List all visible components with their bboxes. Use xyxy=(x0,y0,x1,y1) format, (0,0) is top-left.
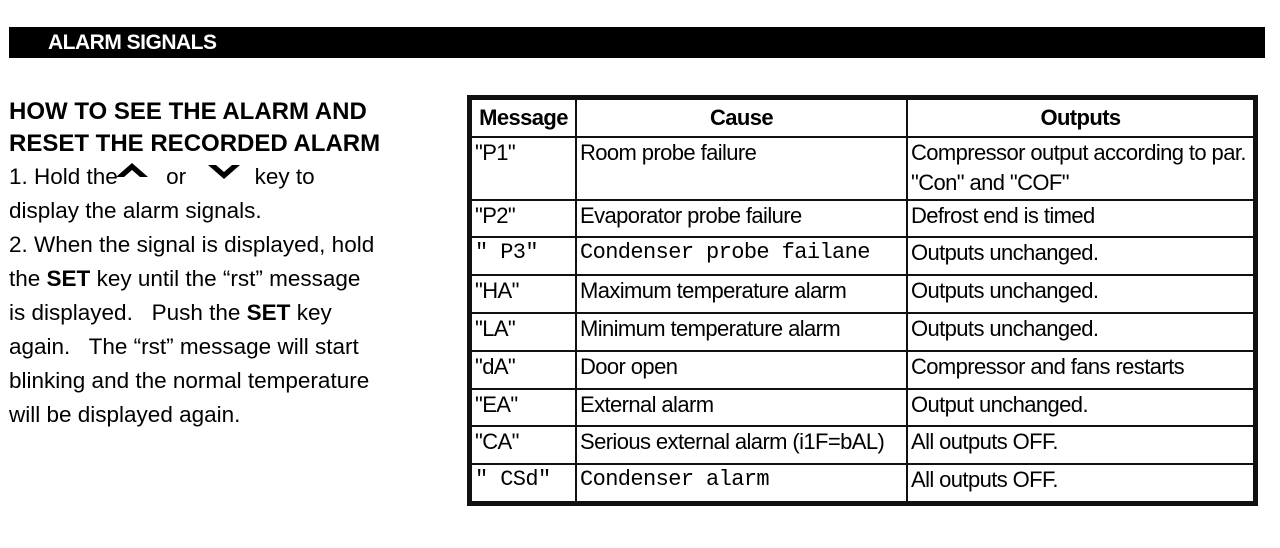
cause-cell: Condenser alarm xyxy=(576,464,907,502)
message-cell: "CA" xyxy=(471,426,576,464)
cause-cell: Condenser probe failane xyxy=(576,237,907,275)
table-row xyxy=(471,426,1254,464)
table-row xyxy=(471,313,1254,351)
step1-line1 xyxy=(9,160,449,194)
step2-the: the xyxy=(9,266,41,291)
cause-cell: Room probe failure xyxy=(576,137,907,199)
step2-line3 xyxy=(9,296,449,330)
message-cell: "HA" xyxy=(471,275,576,313)
outputs-line1: Compressor output according to par. xyxy=(911,140,1246,166)
outputs-cell: Outputs unchanged. xyxy=(907,237,1254,275)
step2-line2 xyxy=(9,262,449,296)
set-key-label: SET xyxy=(46,266,91,291)
outputs-cell: Outputs unchanged. xyxy=(907,275,1254,313)
outputs-cell: All outputs OFF. xyxy=(907,464,1254,502)
instructions-heading-line1: HOW TO SEE THE ALARM AND xyxy=(9,98,367,125)
message-cell: "P2" xyxy=(471,200,576,238)
column-header-cause: Cause xyxy=(576,99,907,137)
column-header-message: Message xyxy=(471,99,576,137)
step1-start: 1. Hold the xyxy=(9,164,118,189)
outputs-cell: Outputs unchanged. xyxy=(907,313,1254,351)
outputs-cell: Defrost end is timed xyxy=(907,200,1254,238)
set-key-label: SET xyxy=(246,300,291,325)
cause-cell: Evaporator probe failure xyxy=(576,200,907,238)
step2-line1: 2. When the signal is displayed, hold xyxy=(9,232,375,257)
instructions-heading-line2: RESET THE RECORDED ALARM xyxy=(9,130,381,157)
outputs-line2: "Con" and "COF" xyxy=(911,170,1069,196)
outputs-cell xyxy=(907,137,1254,199)
step2-line4: again. The “rst” message will start xyxy=(9,334,359,359)
table-row xyxy=(471,275,1254,313)
step2-line6: will be displayed again. xyxy=(9,402,241,427)
cause-cell: Door open xyxy=(576,351,907,389)
up-arrow-key-icon xyxy=(114,156,150,190)
table-header-row xyxy=(471,99,1254,137)
table-row xyxy=(471,137,1254,199)
down-arrow-key-icon xyxy=(206,158,242,192)
step2-line2-rest: key until the “rst” message xyxy=(96,266,361,291)
table-row xyxy=(471,389,1254,427)
step1-or: or xyxy=(166,164,187,189)
cause-cell: Maximum temperature alarm xyxy=(576,275,907,313)
step2-line3-b: key xyxy=(296,300,332,325)
column-header-outputs: Outputs xyxy=(907,99,1254,137)
table-row xyxy=(471,200,1254,238)
cause-cell: Serious external alarm (i1F=bAL) xyxy=(576,426,907,464)
table-row xyxy=(471,351,1254,389)
alarm-signals-table xyxy=(470,98,1255,503)
step2-line3-a: is displayed. Push the xyxy=(9,300,241,325)
cause-cell: External alarm xyxy=(576,389,907,427)
message-cell: " P3" xyxy=(471,237,576,275)
message-cell: "LA" xyxy=(471,313,576,351)
cause-cell: Minimum temperature alarm xyxy=(576,313,907,351)
message-cell: "P1" xyxy=(471,137,576,199)
table-row xyxy=(471,464,1254,502)
table-row xyxy=(471,237,1254,275)
section-header-bar xyxy=(9,27,1265,58)
instructions-block xyxy=(9,96,449,432)
message-cell: "dA" xyxy=(471,351,576,389)
message-cell: "EA" xyxy=(471,389,576,427)
step2-line5: blinking and the normal temperature xyxy=(9,368,370,393)
outputs-cell: Compressor and fans restarts xyxy=(907,351,1254,389)
step1-line2: display the alarm signals. xyxy=(9,198,262,223)
outputs-cell: All outputs OFF. xyxy=(907,426,1254,464)
section-title: ALARM SIGNALS xyxy=(48,31,217,54)
outputs-cell: Output unchanged. xyxy=(907,389,1254,427)
step1-end: key to xyxy=(254,164,315,189)
message-cell: " CSd" xyxy=(471,464,576,502)
alarm-table-frame xyxy=(467,95,1258,506)
